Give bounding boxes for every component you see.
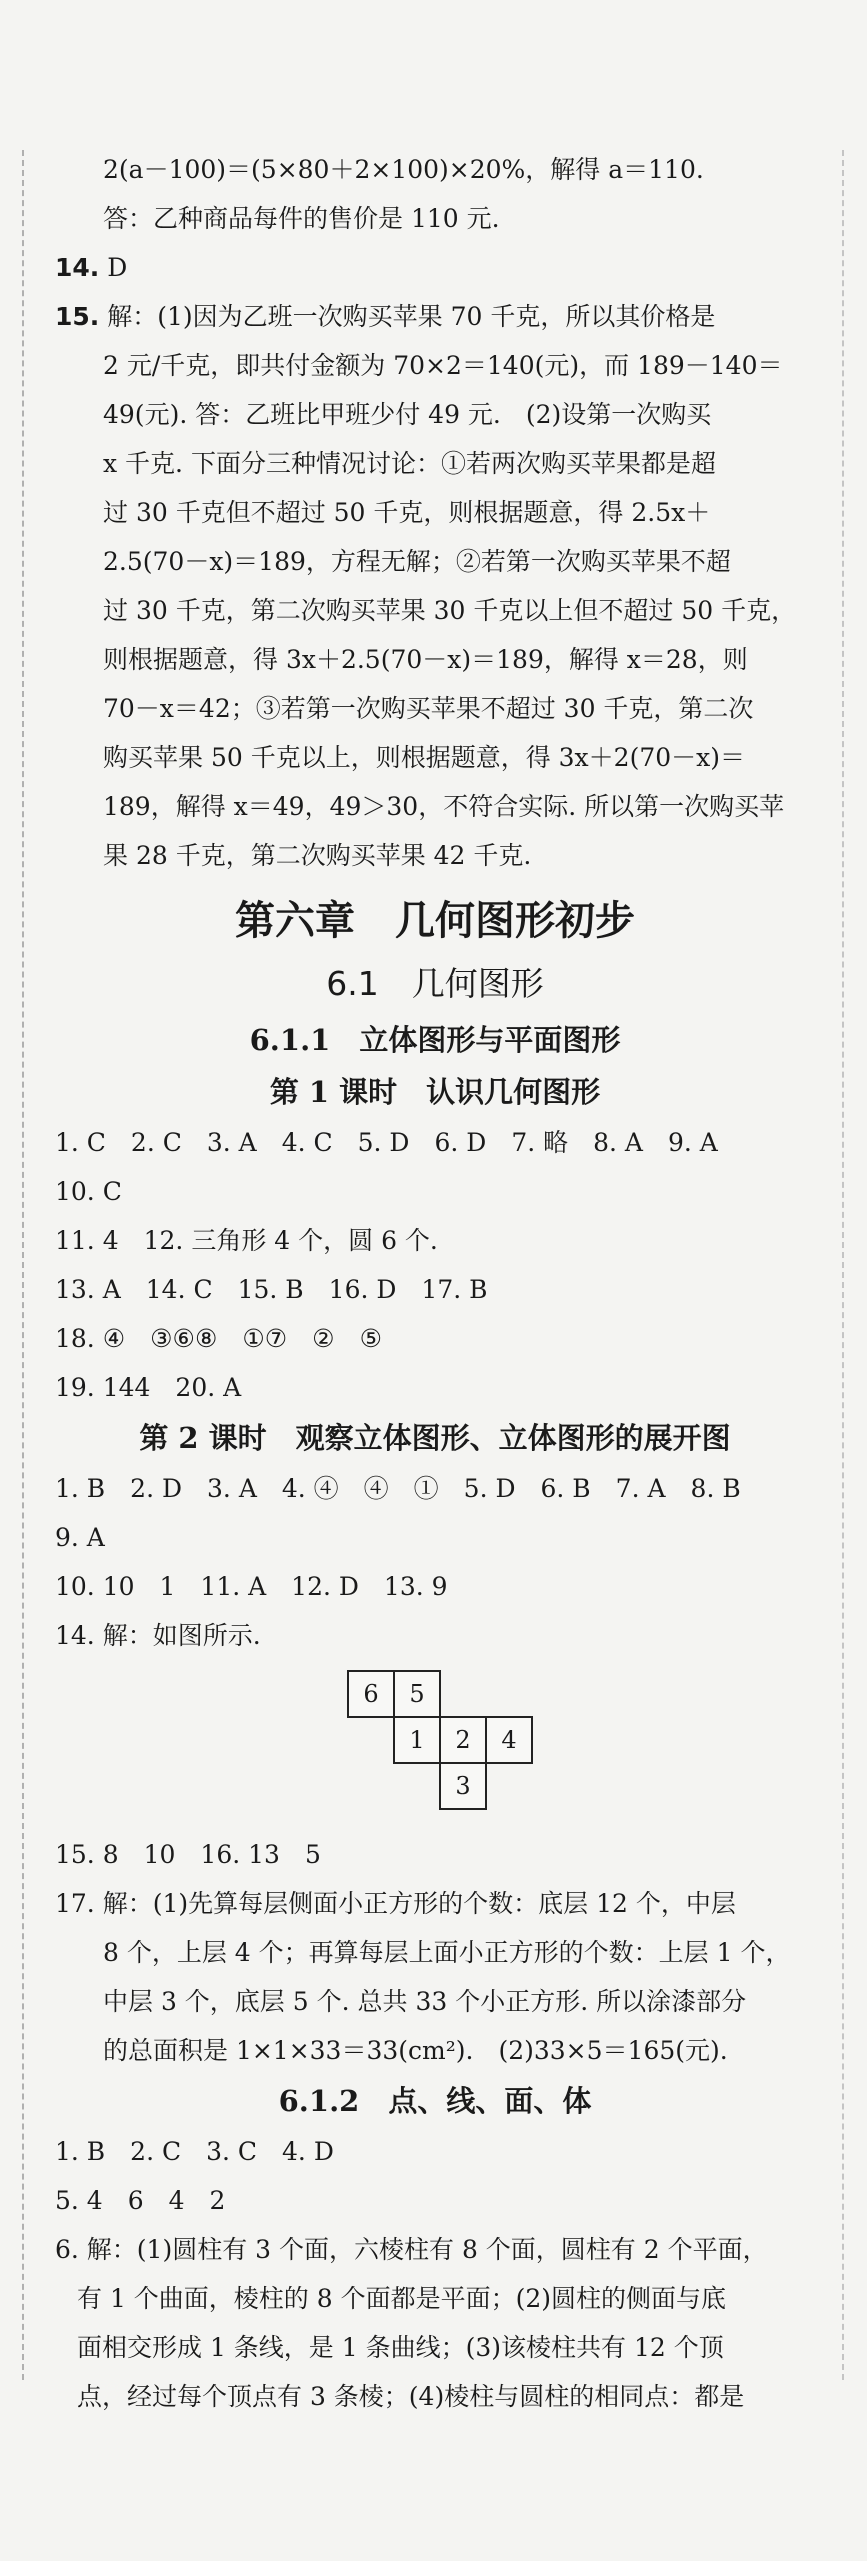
chapter-title: 第六章 几何图形初步 [235, 898, 635, 944]
text-line: 49(元). 答：乙班比甲班少付 49 元. (2)设第一次购买 [103, 400, 712, 429]
answer-line: 5. 4 6 4 2 [55, 2186, 226, 2215]
subsection-title: 6.1.2 点、线、面、体 [278, 2084, 592, 2118]
text-line: 有 1 个曲面，棱柱的 8 个面都是平面；(2)圆柱的侧面与底 [77, 2284, 727, 2313]
text-line: 的总面积是 1×1×33＝33(cm²). (2)33×5＝165(元). [103, 2036, 728, 2065]
answer-content [55, 145, 815, 2421]
text-line: 购买苹果 50 千克以上，则根据题意，得 3x＋2(70－x)＝ [103, 743, 745, 772]
answer-line: 11. 4 12. 三角形 4 个，圆 6 个. [55, 1226, 438, 1255]
net-cell: 3 [439, 1762, 487, 1810]
net-cell: 6 [347, 1670, 395, 1718]
net-cell: 4 [485, 1716, 533, 1764]
answer-line: 1. B 2. C 3. C 4. D [55, 2137, 334, 2166]
text-line: 面相交形成 1 条线，是 1 条曲线；(3)该棱柱共有 12 个顶 [77, 2333, 724, 2362]
text-line: 70－x＝42；③若第一次购买苹果不超过 30 千克，第二次 [103, 694, 754, 723]
question-14 [55, 243, 815, 292]
lesson-title: 第 1 课时 认识几何图形 [269, 1075, 601, 1109]
answer-line: 19. 144 20. A [55, 1373, 242, 1402]
section-title: 6.1 几何图形 [326, 964, 544, 1003]
text-line: 答：乙种商品每件的售价是 110 元. [103, 204, 500, 233]
text-line: 点，经过每个顶点有 3 条棱；(4)棱柱与圆柱的相同点：都是 [77, 2382, 745, 2411]
answer-line: 14. 解：如图所示. [55, 1621, 261, 1650]
net-cell: 1 [393, 1716, 441, 1764]
net-cell: 2 [439, 1716, 487, 1764]
answer-text: D [99, 253, 128, 282]
answer-text: 解：(1)因为乙班一次购买苹果 70 千克，所以其价格是 [99, 302, 716, 331]
left-dashed-margin [22, 150, 24, 2380]
answer-line: 15. 8 10 16. 13 5 [55, 1840, 321, 1869]
text-line: 8 个，上层 4 个；再算每层上面小正方形的个数：上层 1 个， [103, 1938, 791, 1967]
text-line: 2 元/千克，即共付金额为 70×2＝140(元)，而 189－140＝ [103, 351, 783, 380]
text-line: x 千克. 下面分三种情况讨论：①若两次购买苹果都是超 [103, 449, 716, 478]
text-line: 过 30 千克但不超过 50 千克，则根据题意，得 2.5x＋ [103, 498, 711, 527]
text-line: 过 30 千克，第二次购买苹果 30 千克以上但不超过 50 千克， [103, 596, 797, 625]
answer-line: 9. A [55, 1523, 105, 1552]
text-line: 2.5(70－x)＝189，方程无解；②若第一次购买苹果不超 [103, 547, 731, 576]
lesson-title: 第 2 课时 观察立体图形、立体图形的展开图 [139, 1421, 731, 1455]
net-cell: 5 [393, 1670, 441, 1718]
cube-net-figure [347, 1670, 547, 1820]
answer-line: 17. 解：(1)先算每层侧面小正方形的个数：底层 12 个，中层 [55, 1889, 736, 1918]
right-dashed-margin [842, 150, 844, 2380]
question-number: 15. [55, 302, 100, 331]
question-number: 14. [55, 253, 100, 282]
text-line: 2(a－100)＝(5×80＋2×100)×20%，解得 a＝110. [103, 155, 704, 184]
answer-line: 10. C [55, 1177, 122, 1206]
text-line: 果 28 千克，第二次购买苹果 42 千克. [103, 841, 532, 870]
answer-line: 6. 解：(1)圆柱有 3 个面，六棱柱有 8 个面，圆柱有 2 个平面， [55, 2235, 768, 2264]
answer-line: 13. A 14. C 15. B 16. D 17. B [55, 1275, 488, 1304]
answer-line: 1. B 2. D 3. A 4. ④ ④ ① 5. D 6. B 7. A 8. B [55, 1474, 741, 1503]
text-line: 则根据题意，得 3x＋2.5(70－x)＝189，解得 x＝28，则 [103, 645, 748, 674]
text-line: 189，解得 x＝49，49＞30，不符合实际. 所以第一次购买苹 [103, 792, 785, 821]
subsection-title: 6.1.1 立体图形与平面图形 [249, 1023, 621, 1057]
answer-line: 1. C 2. C 3. A 4. C 5. D 6. D 7. 略 8. A 9. A [55, 1128, 718, 1157]
text-line: 中层 3 个，底层 5 个. 总共 33 个小正方形. 所以涂漆部分 [103, 1987, 747, 2016]
answer-line: 10. 10 1 11. A 12. D 13. 9 [55, 1572, 448, 1601]
question-15 [55, 292, 815, 341]
answer-line: 18. ④ ③⑥⑧ ①⑦ ② ⑤ [55, 1324, 383, 1353]
